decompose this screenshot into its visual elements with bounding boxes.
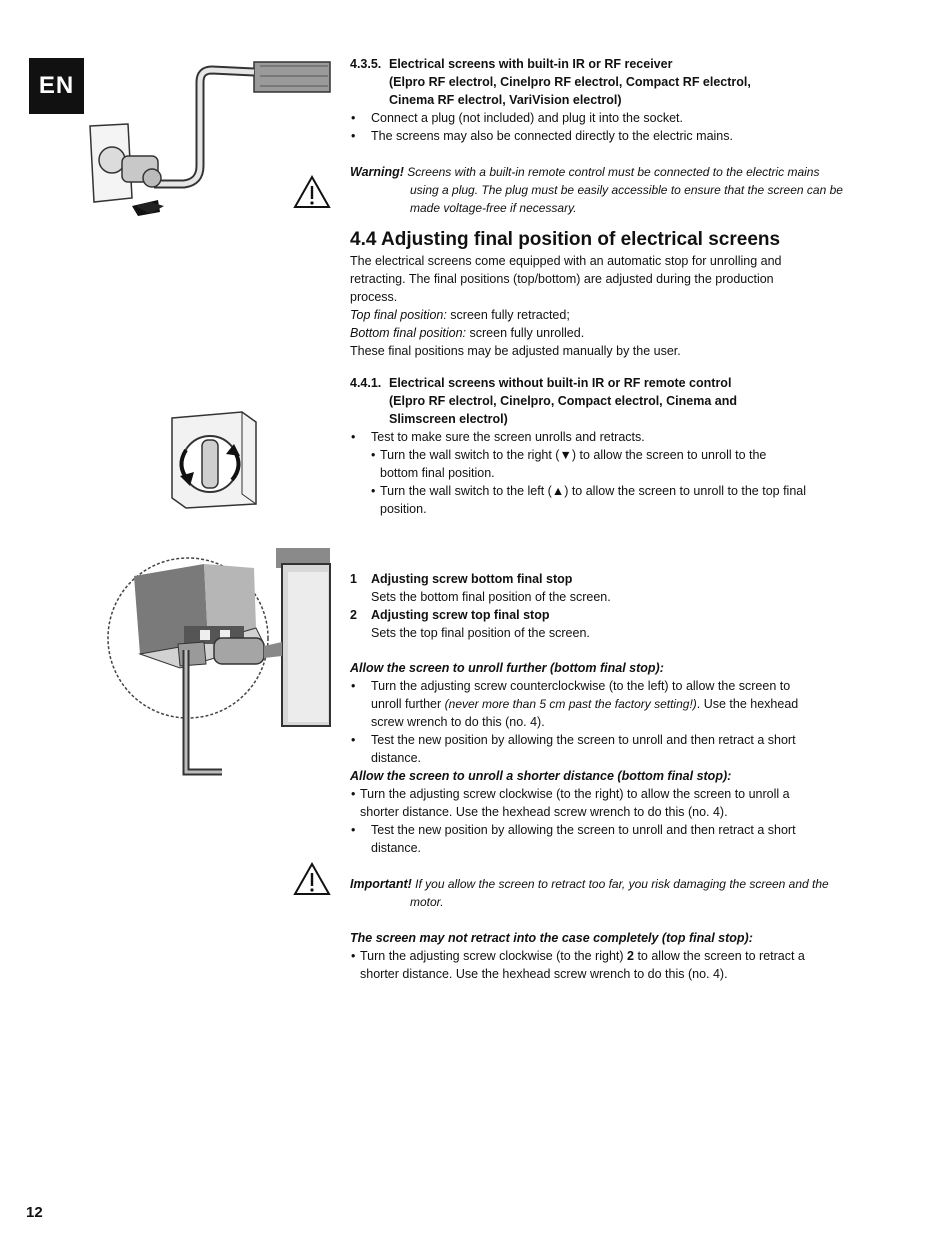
list-item: • Test the new position by allowing the screen to unroll and then retract a short distance.: [350, 731, 850, 767]
list-item: • Test to make sure the screen unrolls and retracts.: [350, 428, 850, 446]
section-4-4-heading: 4.4 Adjusting final position of electrical screens: [350, 229, 781, 250]
adjusting-screws-list: [350, 570, 850, 642]
section-4-4: 4.4 Adjusting final position of electrical screens The electrical screens come equipped with an automatic stop for unrolling and retracting. The final positions (top/bottom) are adjusted during the production process. Top final position: screen fully retracted; Bottom final position: screen fully unrolled. These final positions may be adjusted manually by the user.: [350, 228, 850, 360]
section-4-4-1-heading: 4.4.1. Electrical screens without built-in IR or RF remote control (Elpro RF electrol, Cinelpro, Compact electrol, Cinema and Slimscreen electrol): [350, 376, 737, 426]
wall-switch-illustration: [168, 408, 260, 510]
language-tab: EN: [29, 58, 84, 114]
page-number: 12: [26, 1204, 43, 1221]
list-item: • Turn the adjusting screw clockwise (to the right) 2 to allow the screen to retract a shorter distance. Use the hexhead screw wrench to do this (no. 4).: [350, 947, 850, 983]
warning-note: Warning! Screens with a built-in remote control must be connected to the electric mains using a plug. The plug must be easily accessible to ensure that the screen can be made voltage-free if necessary.: [350, 165, 843, 215]
section-4-4-1: [350, 374, 850, 518]
subsection-heading: Allow the screen to unroll further (bottom final stop):: [350, 661, 664, 675]
list-item: • Test the new position by allowing the screen to unroll and then retract a short distance.: [350, 821, 850, 857]
list-item: • Connect a plug (not included) and plug it into the socket.: [350, 109, 850, 127]
unroll-further-section: [350, 659, 850, 983]
list-item: • Turn the wall switch to the left (▲) to allow the screen to unroll to the top final position.: [350, 482, 850, 518]
subsection-heading: Allow the screen to unroll a shorter distance (bottom final stop):: [350, 769, 732, 783]
section-4-3-5-heading: 4.3.5. Electrical screens with built-in IR or RF receiver (Elpro RF electrol, Cinelpro RF electrol, Compact RF electrol, Cinema RF electrol, VariVision electrol): [350, 57, 751, 107]
list-item: • Turn the wall switch to the right (▼) to allow the screen to unroll to the bottom final position.: [350, 446, 850, 482]
list-item: • Turn the adjusting screw counterclockwise (to the left) to allow the screen to unroll further (never more than 5 cm past the factory setting!). Use the hexhead screw wrench to do this (no. 4).: [350, 677, 850, 731]
adjusting-screws-illustration: [104, 546, 332, 782]
list-item: • Turn the adjusting screw clockwise (to the right) to allow the screen to unroll a shorter distance. Use the hexhead screw wrench to do this (no. 4).: [350, 785, 850, 821]
warning-triangle-icon: [293, 862, 331, 896]
section-4-3-5: [350, 55, 850, 217]
list-item: 2 Adjusting screw top final stop Sets the top final position of the screen.: [350, 608, 590, 640]
list-item: • The screens may also be connected directly to the electric mains.: [350, 127, 850, 145]
subsection-heading: The screen may not retract into the case completely (top final stop):: [350, 931, 753, 945]
important-note: Important! If you allow the screen to retract too far, you risk damaging the screen and the motor.: [350, 877, 829, 909]
list-item: 1 Adjusting screw bottom final stop Sets the bottom final position of the screen.: [350, 572, 611, 604]
warning-triangle-icon: [293, 175, 331, 209]
